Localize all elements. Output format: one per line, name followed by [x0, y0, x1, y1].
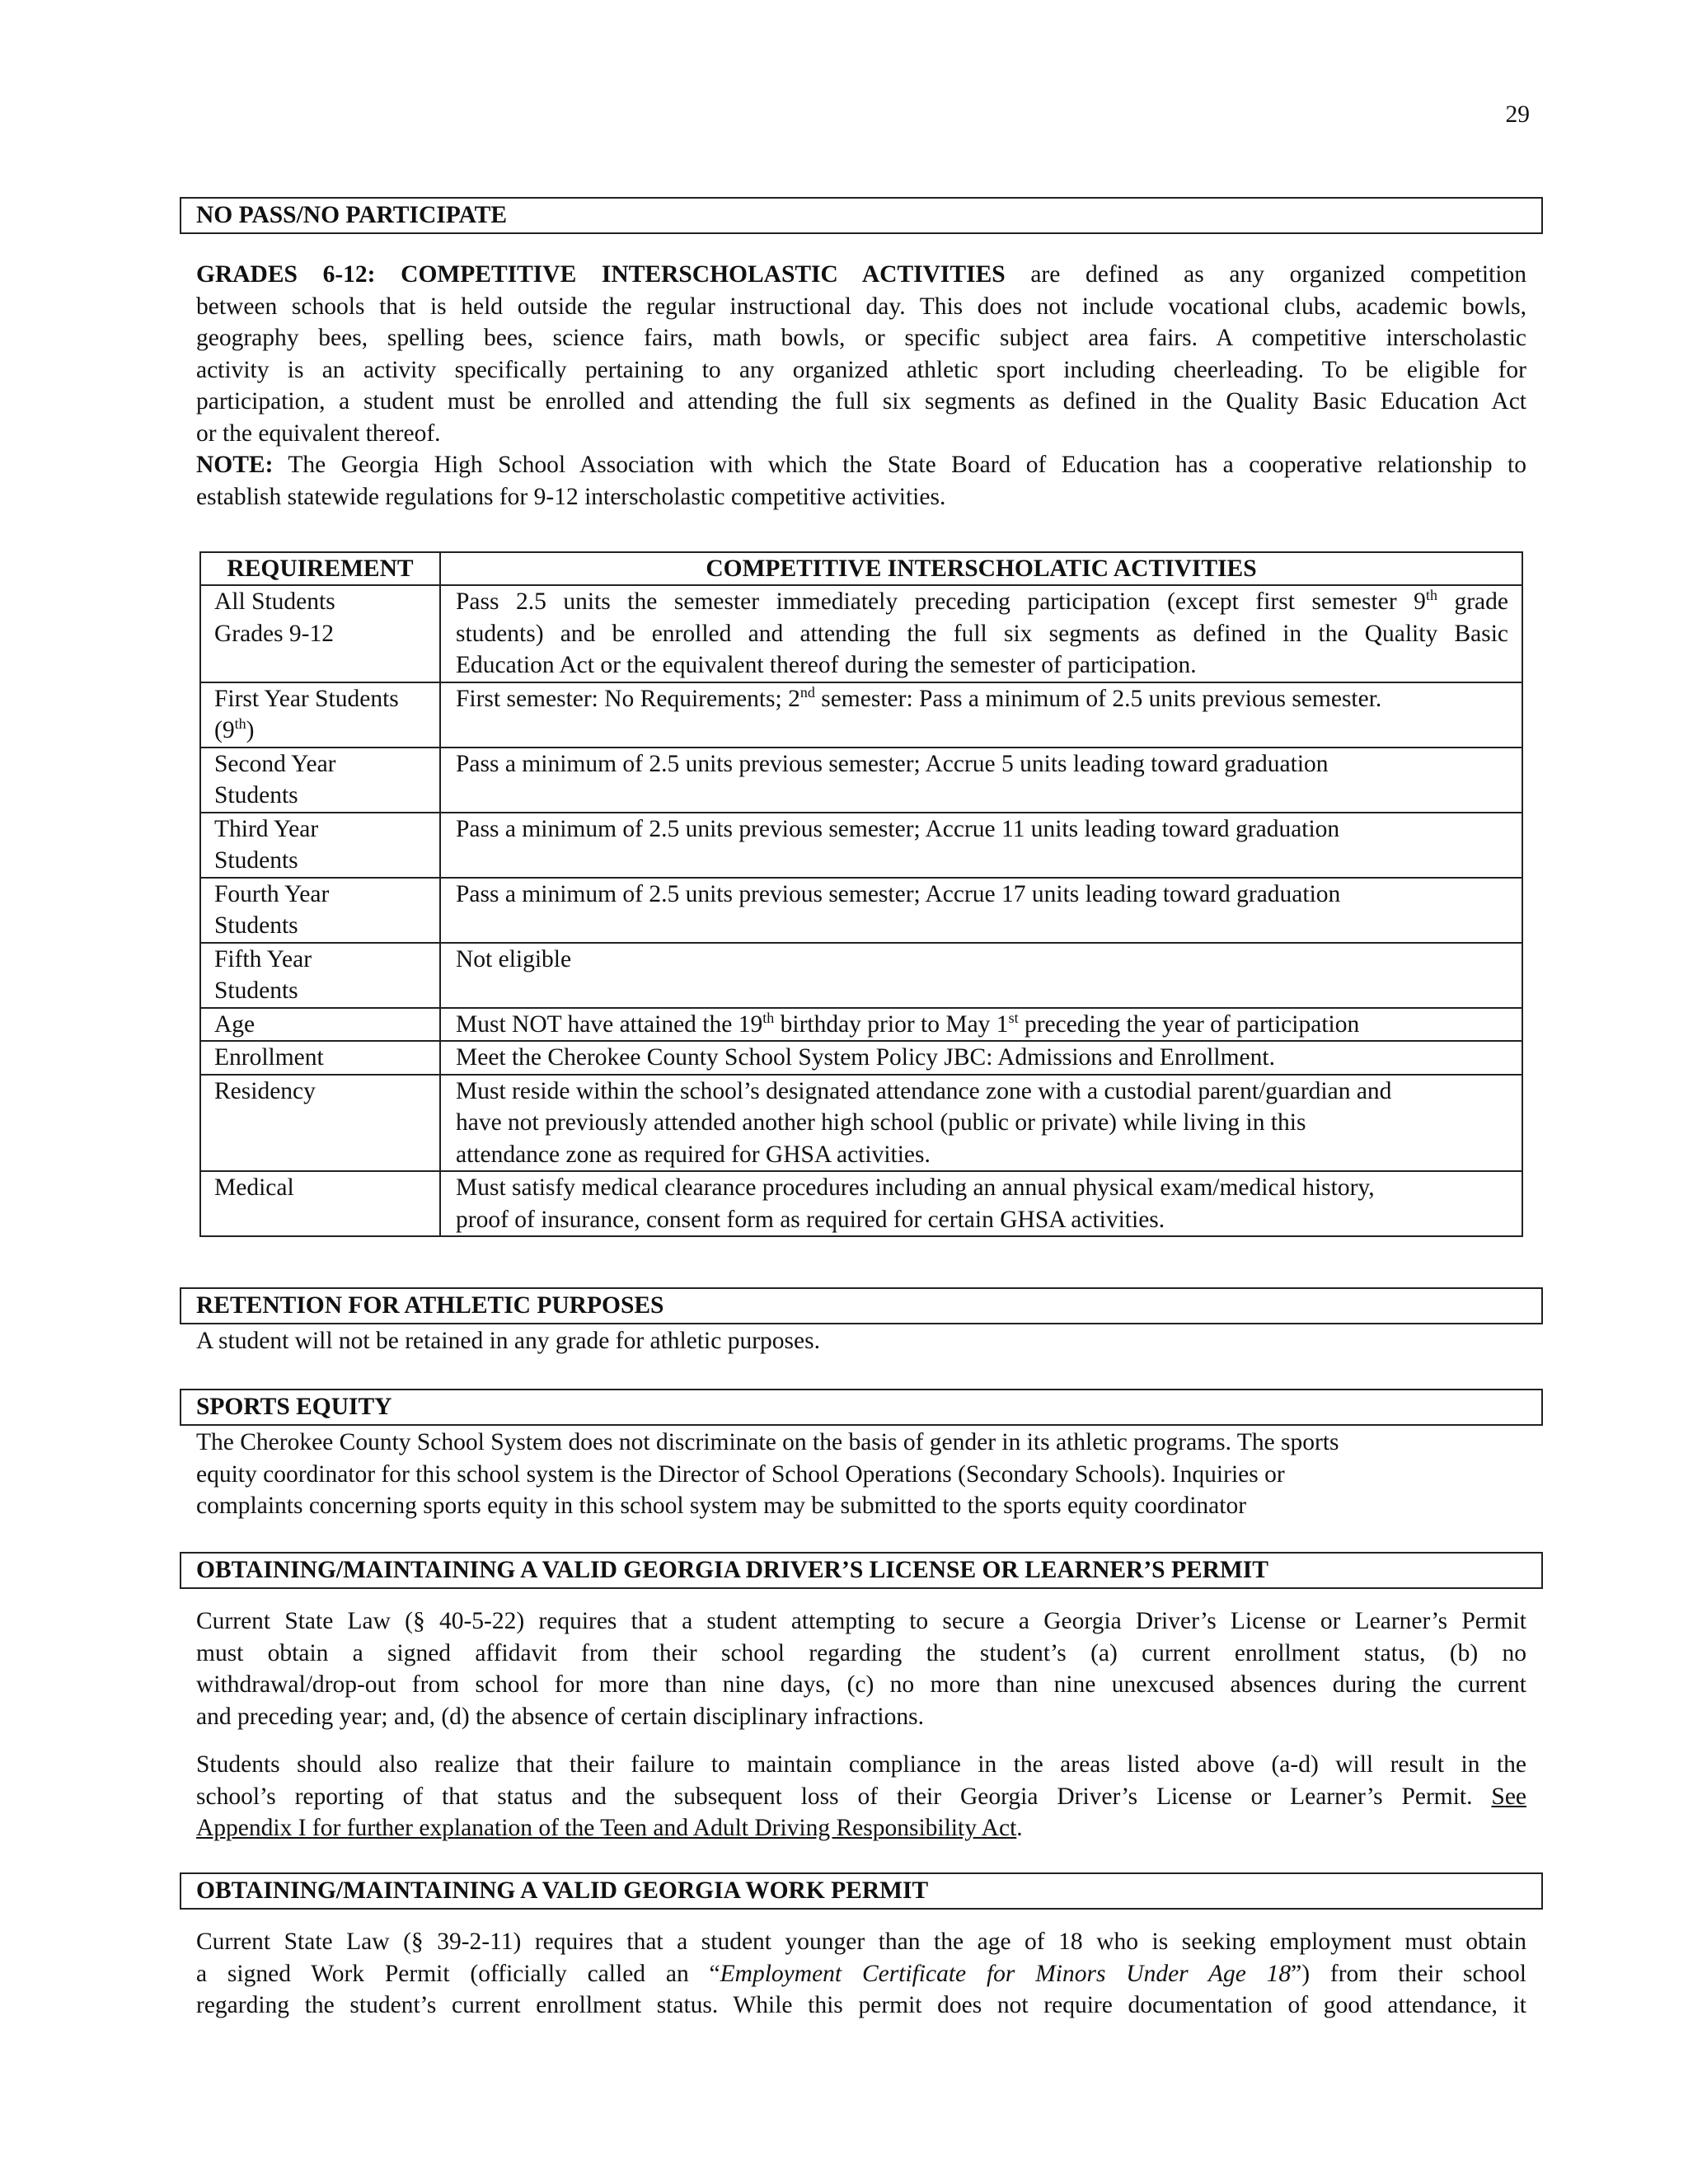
row-label: Enrollment [200, 1041, 440, 1075]
row-text-line: Must satisfy medical clearance procedures including an annual physical exam/medical history, [456, 1174, 1375, 1201]
drivers-license-paragraph-2 [196, 1749, 1526, 1844]
note-line-2: establish statewide regulations for 9-12 interscholastic competitive activities. [196, 483, 946, 510]
intro-line-6: or the equivalent thereof. [196, 419, 441, 447]
row-text: Not eligible [440, 943, 1522, 1008]
row-text-line [456, 586, 1508, 618]
row-label: Age [200, 1008, 440, 1042]
intro-line-2: between schools that is held outside the regular instructional day. This does not include vocational clubs, academic bowls, [196, 293, 1526, 320]
row-label-line: Fifth Year [214, 945, 312, 972]
table-row [200, 878, 1522, 943]
section-header-work-permit: OBTAINING/MAINTAINING A VALID GEORGIA WORK PERMIT [180, 1872, 1543, 1910]
table-row [200, 943, 1522, 1008]
row-text: Pass a minimum of 2.5 units previous semester; Accrue 5 units leading toward graduation [440, 748, 1522, 813]
row-label-line: Grades 9-12 [214, 620, 334, 647]
table-row [200, 813, 1522, 878]
row-text-part: Pass 2.5 units the semester immediately preceding participation (except first semester 9 [456, 588, 1426, 615]
row-text-line: attendance zone as required for GHSA activities. [456, 1141, 931, 1168]
work-permit-paragraph [196, 1926, 1526, 2022]
row-text-line: Education Act or the equivalent thereof during the semester of participation. [456, 652, 1197, 678]
text-part: ”) from their school [1291, 1960, 1526, 1987]
row-label [200, 813, 440, 878]
row-text: Pass a minimum of 2.5 units previous semester; Accrue 17 units leading toward graduation [440, 878, 1522, 943]
row-label [200, 748, 440, 813]
row-label [200, 682, 440, 748]
section-header-retention: RETENTION FOR ATHLETIC PURPOSES [180, 1287, 1543, 1324]
text-line: regarding the student’s current enrollment status. While this permit does not require documentation of good attendance, it [196, 1992, 1526, 2018]
table-header-row [200, 552, 1522, 585]
row-text [440, 585, 1522, 682]
superscript: th [234, 715, 246, 733]
row-text [440, 682, 1522, 748]
row-label-line: Students [214, 847, 298, 874]
row-label-line: First Year Students [214, 685, 399, 712]
superscript: st [1008, 1009, 1019, 1026]
text-line: must obtain a signed affidavit from their school regarding the student’s (a) current enrollment status, (b) no [196, 1639, 1526, 1666]
text-part: . [1016, 1815, 1023, 1841]
table-row [200, 1041, 1522, 1075]
row-text-part: semester: Pass a minimum of 2.5 units previous semester. [814, 685, 1382, 712]
text-line [196, 1781, 1526, 1813]
row-label-line: Students [214, 977, 298, 1004]
text-line: Current State Law (§ 40-5-22) requires that a student attempting to secure a Georgia Driver’s License or Learner’s Permit [196, 1608, 1526, 1634]
appendix-link[interactable]: Appendix I for further explanation of the Teen and Adult Driving Responsibility Act [196, 1815, 1017, 1841]
row-label-line: Fourth Year [214, 880, 330, 907]
text-part: school’s reporting of that status and the subsequent loss of their Georgia Driver’s License or Learner’s Permit. [196, 1783, 1492, 1810]
text-line: Students should also realize that their failure to maintain compliance in the areas listed above (a-d) will result in the [196, 1751, 1526, 1778]
appendix-link[interactable]: See [1491, 1783, 1526, 1810]
row-label [200, 878, 440, 943]
row-text-part: grade [1437, 588, 1508, 615]
retention-text: A student will not be retained in any grade for athletic purposes. [196, 1328, 820, 1354]
row-label-line: Students [214, 782, 298, 808]
row-label-line: Students [214, 912, 298, 939]
superscript: th [1425, 587, 1437, 604]
row-text [440, 1008, 1522, 1042]
no-pass-intro [196, 259, 1526, 513]
row-text-line: Must reside within the school’s designated attendance zone with a custodial parent/guardian and [456, 1077, 1392, 1104]
row-text-part: birthday prior to May 1 [774, 1010, 1009, 1038]
row-text-part: preceding the year of participation [1018, 1010, 1360, 1038]
row-text: Pass a minimum of 2.5 units previous semester; Accrue 11 units leading toward graduation [440, 813, 1522, 878]
row-label [200, 943, 440, 1008]
table-row [200, 585, 1522, 682]
row-text-line: proof of insurance, consent form as required for certain GHSA activities. [456, 1206, 1165, 1233]
note-text: The Georgia High School Association with which the State Board of Education has a cooperative relationship to [273, 452, 1526, 478]
row-text [440, 1171, 1522, 1236]
drivers-license-paragraph-1 [196, 1605, 1526, 1732]
row-label-line [214, 715, 426, 747]
superscript: th [762, 1009, 775, 1026]
sports-equity-text [196, 1427, 1526, 1522]
table-row [200, 1008, 1522, 1042]
intro-line-1 [196, 259, 1526, 291]
row-label-line: All Students [214, 588, 335, 615]
table-row [200, 1171, 1522, 1236]
section-header-no-pass: NO PASS/NO PARTICIPATE [180, 197, 1543, 234]
intro-line-4: activity is an activity specifically pertaining to any organized athletic sport including cheerleading. To be eligible for [196, 356, 1526, 383]
table-row [200, 1075, 1522, 1172]
intro-line-5: participation, a student must be enrolled and attending the full six segments as defined in the Quality Basic Education Act [196, 388, 1526, 415]
text-line: The Cherokee County School System does not discriminate on the basis of gender in its athletic programs. The sports [196, 1429, 1339, 1455]
row-label [200, 585, 440, 682]
row-label-line: Third Year [214, 815, 319, 842]
row-label-part: (9 [214, 717, 235, 743]
certificate-title: Employment Certificate for Minors Under Age 18 [720, 1960, 1292, 1987]
text-line [196, 1812, 1526, 1844]
row-text-line: students) and be enrolled and attending the full six segments as defined in the Quality Basic [456, 620, 1508, 647]
row-label: Residency [200, 1075, 440, 1172]
text-line: complaints concerning sports equity in this school system may be submitted to the sports equity coordinator [196, 1493, 1247, 1519]
section-header-drivers-license: OBTAINING/MAINTAINING A VALID GEORGIA DRIVER’S LICENSE OR LEARNER’S PERMIT [180, 1552, 1543, 1589]
column-header-activities: COMPETITIVE INTERSCHOLATIC ACTIVITIES [440, 552, 1522, 585]
table-row [200, 748, 1522, 813]
text-line [196, 1958, 1526, 1990]
row-text: Meet the Cherokee County School System Policy JBC: Admissions and Enrollment. [440, 1041, 1522, 1075]
row-text [440, 1075, 1522, 1172]
row-label: Medical [200, 1171, 440, 1236]
intro-bold: GRADES 6-12: COMPETITIVE INTERSCHOLASTIC ACTIVITIES [196, 261, 1006, 288]
page-number: 29 [1505, 101, 1530, 128]
requirements-table [199, 551, 1523, 1237]
intro-line-3: geography bees, spelling bees, science fairs, math bowls, or specific subject area fairs. A competitive interscholastic [196, 325, 1526, 351]
text-line: Current State Law (§ 39-2-11) requires that a student younger than the age of 18 who is seeking employment must obtain [196, 1929, 1526, 1955]
note-line-1 [196, 449, 1526, 481]
row-text-part: First semester: No Requirements; 2 [456, 685, 800, 712]
table-row [200, 682, 1522, 748]
section-header-sports-equity: SPORTS EQUITY [180, 1389, 1543, 1426]
column-header-requirement: REQUIREMENT [200, 552, 440, 585]
note-label: NOTE: [196, 452, 274, 478]
row-label-part: ) [246, 717, 255, 743]
row-text-line: have not previously attended another high school (public or private) while living in this [456, 1109, 1306, 1136]
superscript: nd [799, 683, 815, 701]
text-line: equity coordinator for this school system is the Director of School Operations (Secondary Schools). Inquiries or [196, 1460, 1285, 1488]
row-text-part: Must NOT have attained the 19 [456, 1010, 763, 1038]
intro-text: are defined as any organized competition [1005, 261, 1526, 288]
text-line: withdrawal/drop-out from school for more than nine days, (c) no more than nine unexcused absences during the current [196, 1671, 1526, 1698]
text-part: a signed Work Permit (officially called an “ [196, 1960, 720, 1987]
row-label-line: Second Year [214, 750, 336, 777]
text-line: and preceding year; and, (d) the absence of certain disciplinary infractions. [196, 1703, 924, 1730]
